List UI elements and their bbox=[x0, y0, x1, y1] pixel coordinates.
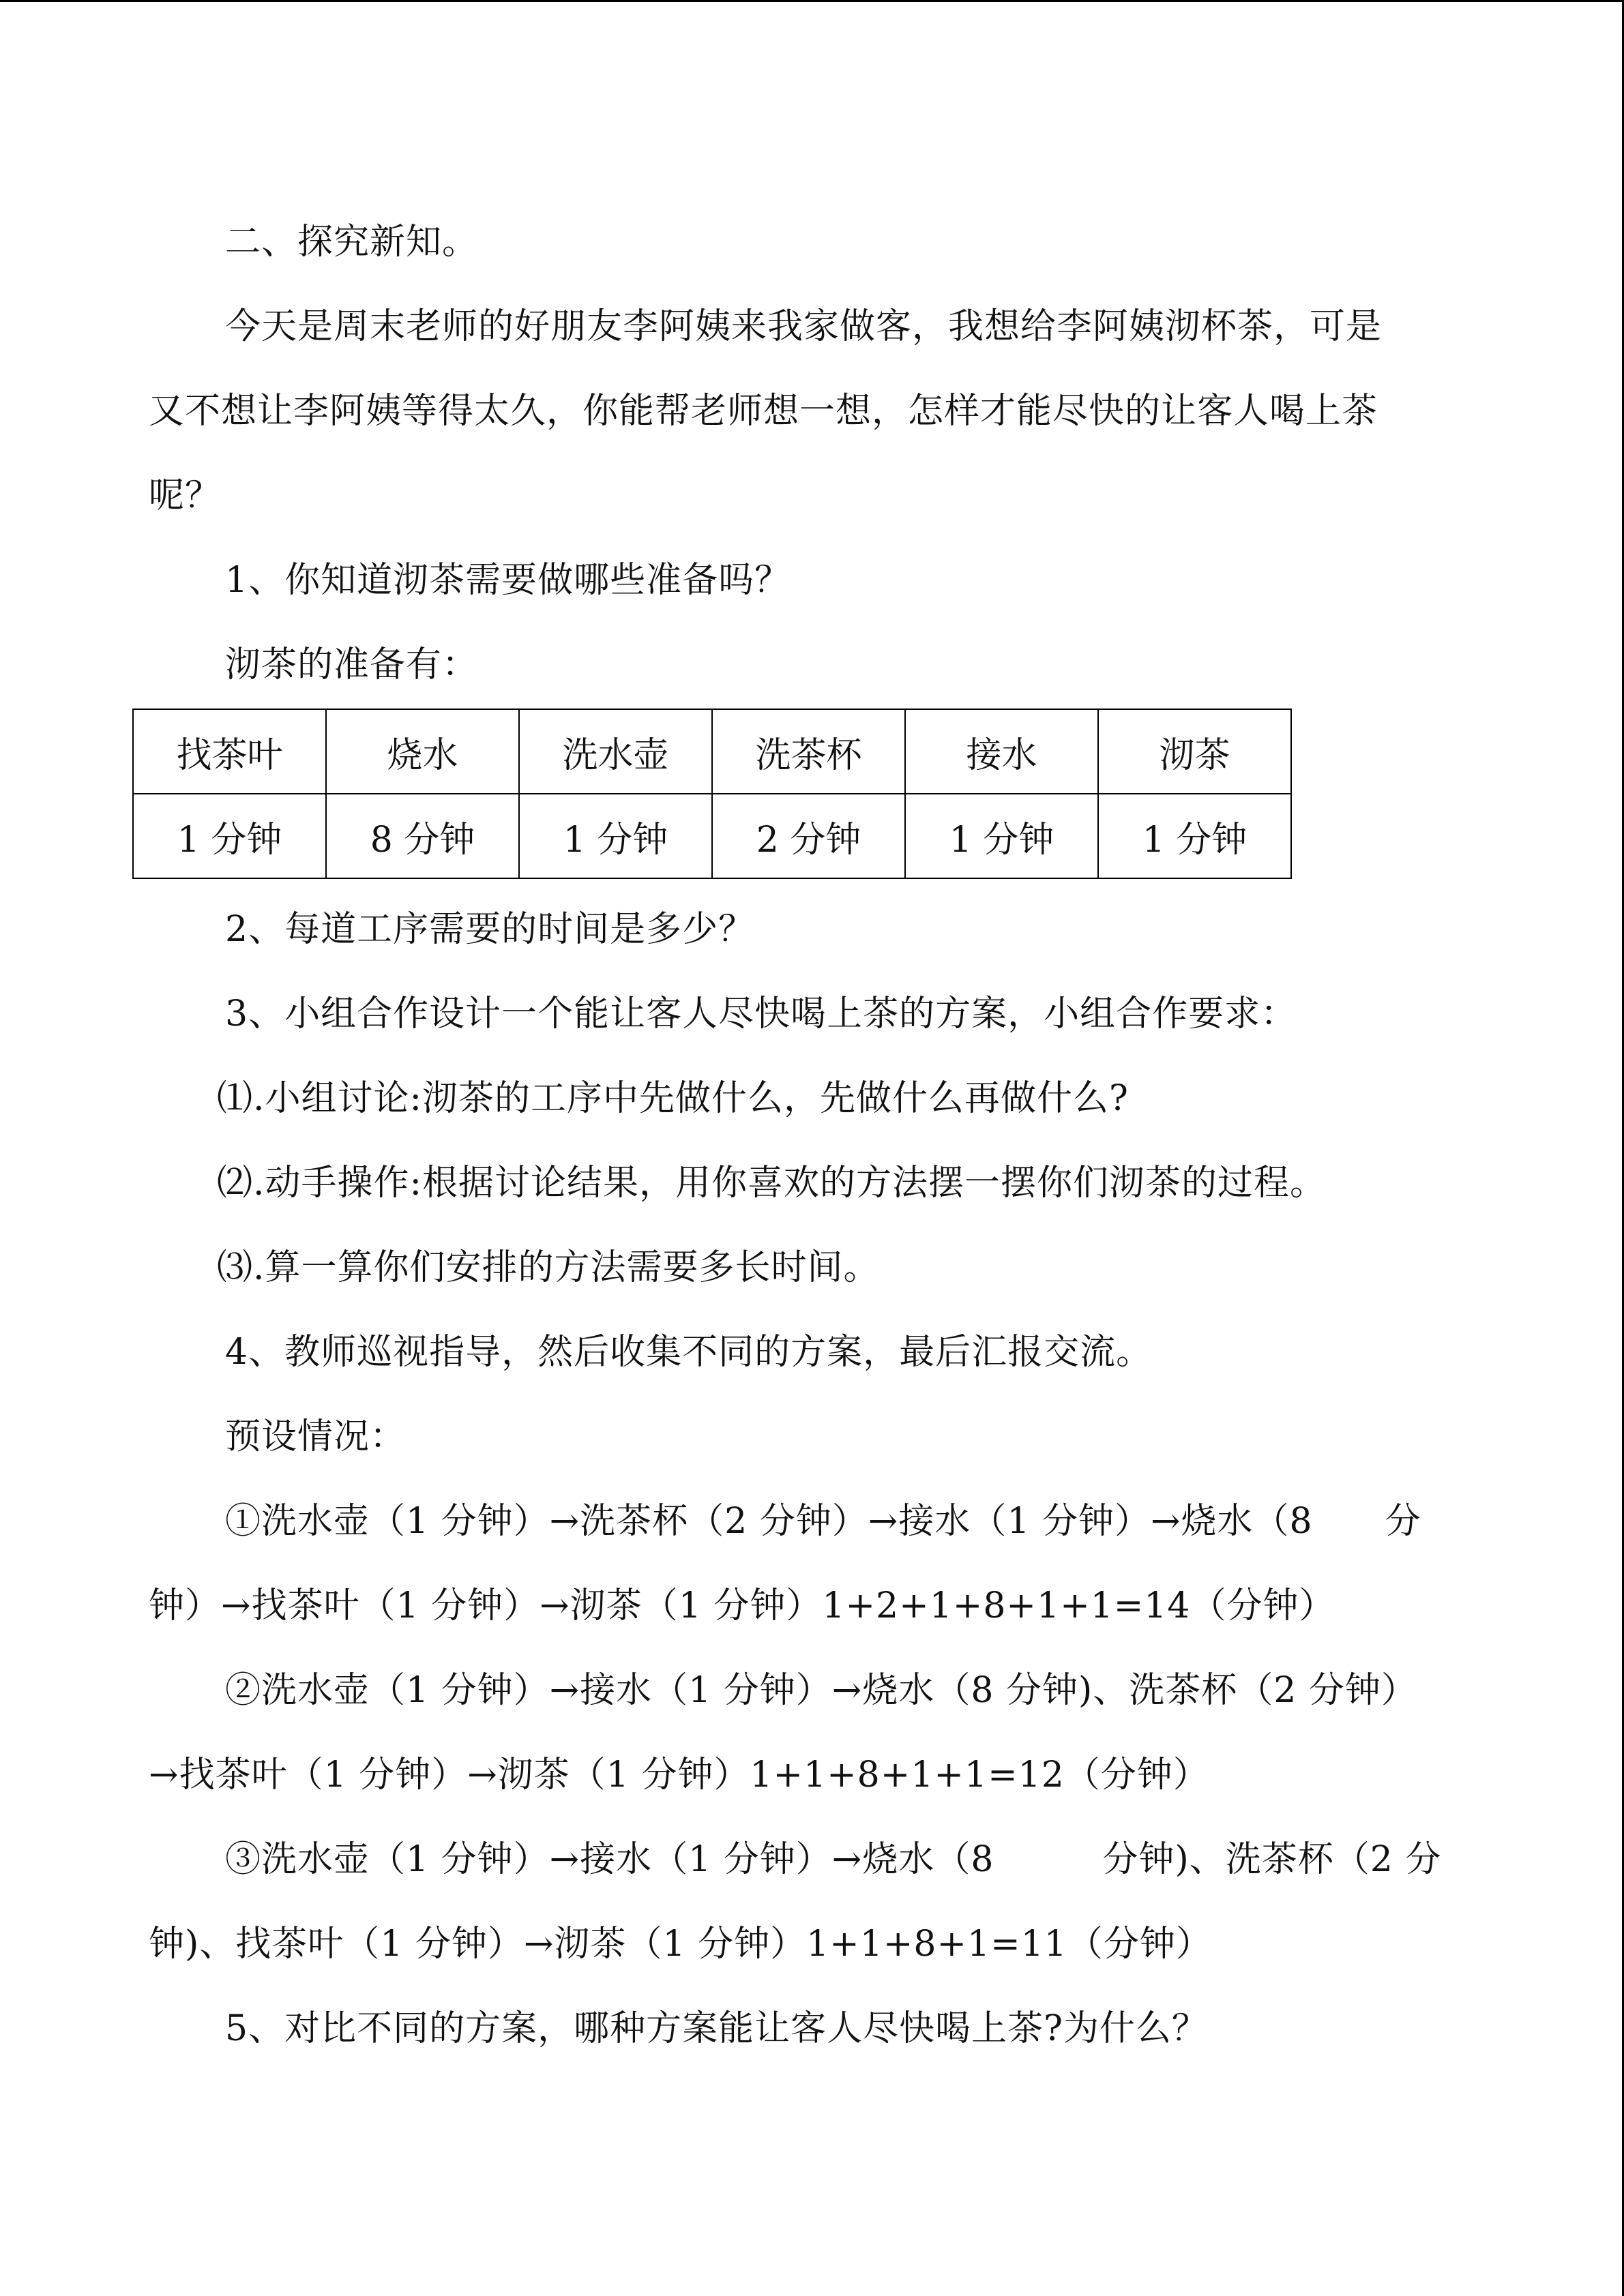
table-row-times bbox=[133, 794, 1291, 878]
question-5: 5、对比不同的方案，哪种方案能让客人尽快喝上茶?为什么？ bbox=[225, 2008, 1208, 2049]
plan-3-line-1: ③洗水壶（1 分钟）→接水（1 分钟）→烧水（8 分钟)、洗茶杯（2 分 bbox=[225, 1839, 1442, 1880]
intro-paragraph-line-2: 又不想让李阿姨等得太久，你能帮老师想一想，怎样才能尽快的让客人喝上茶 bbox=[149, 391, 1378, 432]
table-cell-task: 洗水壶 bbox=[519, 709, 712, 794]
requirement-1: ⑴.小组讨论:沏茶的工序中先做什么，先做什么再做什么? bbox=[217, 1078, 1129, 1119]
question-4: 4、教师巡视指导，然后收集不同的方案，最后汇报交流。 bbox=[225, 1332, 1153, 1373]
table-cell-time: 2 分钟 bbox=[712, 794, 905, 878]
table-cell-task: 烧水 bbox=[326, 709, 519, 794]
table-cell-time: 1 分钟 bbox=[133, 794, 326, 878]
plan-2-line-2: →找茶叶（1 分钟）→沏茶（1 分钟）1+1+8+1+1=12（分钟） bbox=[149, 1755, 1209, 1795]
question-1: 1、你知道沏茶需要做哪些准备吗？ bbox=[225, 560, 791, 601]
plan-2-line-1: ②洗水壶（1 分钟）→接水（1 分钟）→烧水（8 分钟)、洗茶杯（2 分钟） bbox=[225, 1670, 1417, 1711]
intro-paragraph-line-1: 今天是周末老师的好朋友李阿姨来我家做客，我想给李阿姨沏杯茶，可是 bbox=[225, 306, 1383, 347]
prep-label: 沏茶的准备有： bbox=[225, 644, 479, 685]
table-cell-time: 1 分钟 bbox=[519, 794, 712, 878]
requirement-2: ⑵.动手操作:根据讨论结果，用你喜欢的方法摆一摆你们沏茶的过程。 bbox=[217, 1163, 1327, 1204]
prep-table bbox=[132, 709, 1292, 879]
table-cell-time: 1 分钟 bbox=[905, 794, 1098, 878]
plan-1-line-1: ①洗水壶（1 分钟）→洗茶杯（2 分钟）→接水（1 分钟）→烧水（8 分 bbox=[225, 1501, 1421, 1542]
table-cell-task: 沏茶 bbox=[1098, 709, 1291, 794]
table-row-tasks bbox=[133, 709, 1291, 794]
requirement-3: ⑶.算一算你们安排的方法需要多长时间。 bbox=[217, 1247, 880, 1288]
table-cell-time: 1 分钟 bbox=[1098, 794, 1291, 878]
table-cell-task: 接水 bbox=[905, 709, 1098, 794]
plan-3-line-2: 钟)、找茶叶（1 分钟）→沏茶（1 分钟）1+1+8+1=11（分钟） bbox=[149, 1924, 1212, 1965]
table-cell-time: 8 分钟 bbox=[326, 794, 519, 878]
intro-paragraph-line-3: 呢？ bbox=[149, 475, 222, 516]
question-2: 2、每道工序需要的时间是多少？ bbox=[225, 909, 755, 950]
plan-1-line-2: 钟）→找茶叶（1 分钟）→沏茶（1 分钟）1+2+1+8+1+1=14（分钟） bbox=[149, 1585, 1335, 1626]
section-title: 二、探究新知。 bbox=[225, 222, 479, 263]
table-cell-task: 找茶叶 bbox=[133, 709, 326, 794]
table-cell-task: 洗茶杯 bbox=[712, 709, 905, 794]
preset-label: 预设情况： bbox=[225, 1416, 407, 1457]
question-3: 3、小组合作设计一个能让客人尽快喝上茶的方案，小组合作要求： bbox=[225, 994, 1297, 1034]
